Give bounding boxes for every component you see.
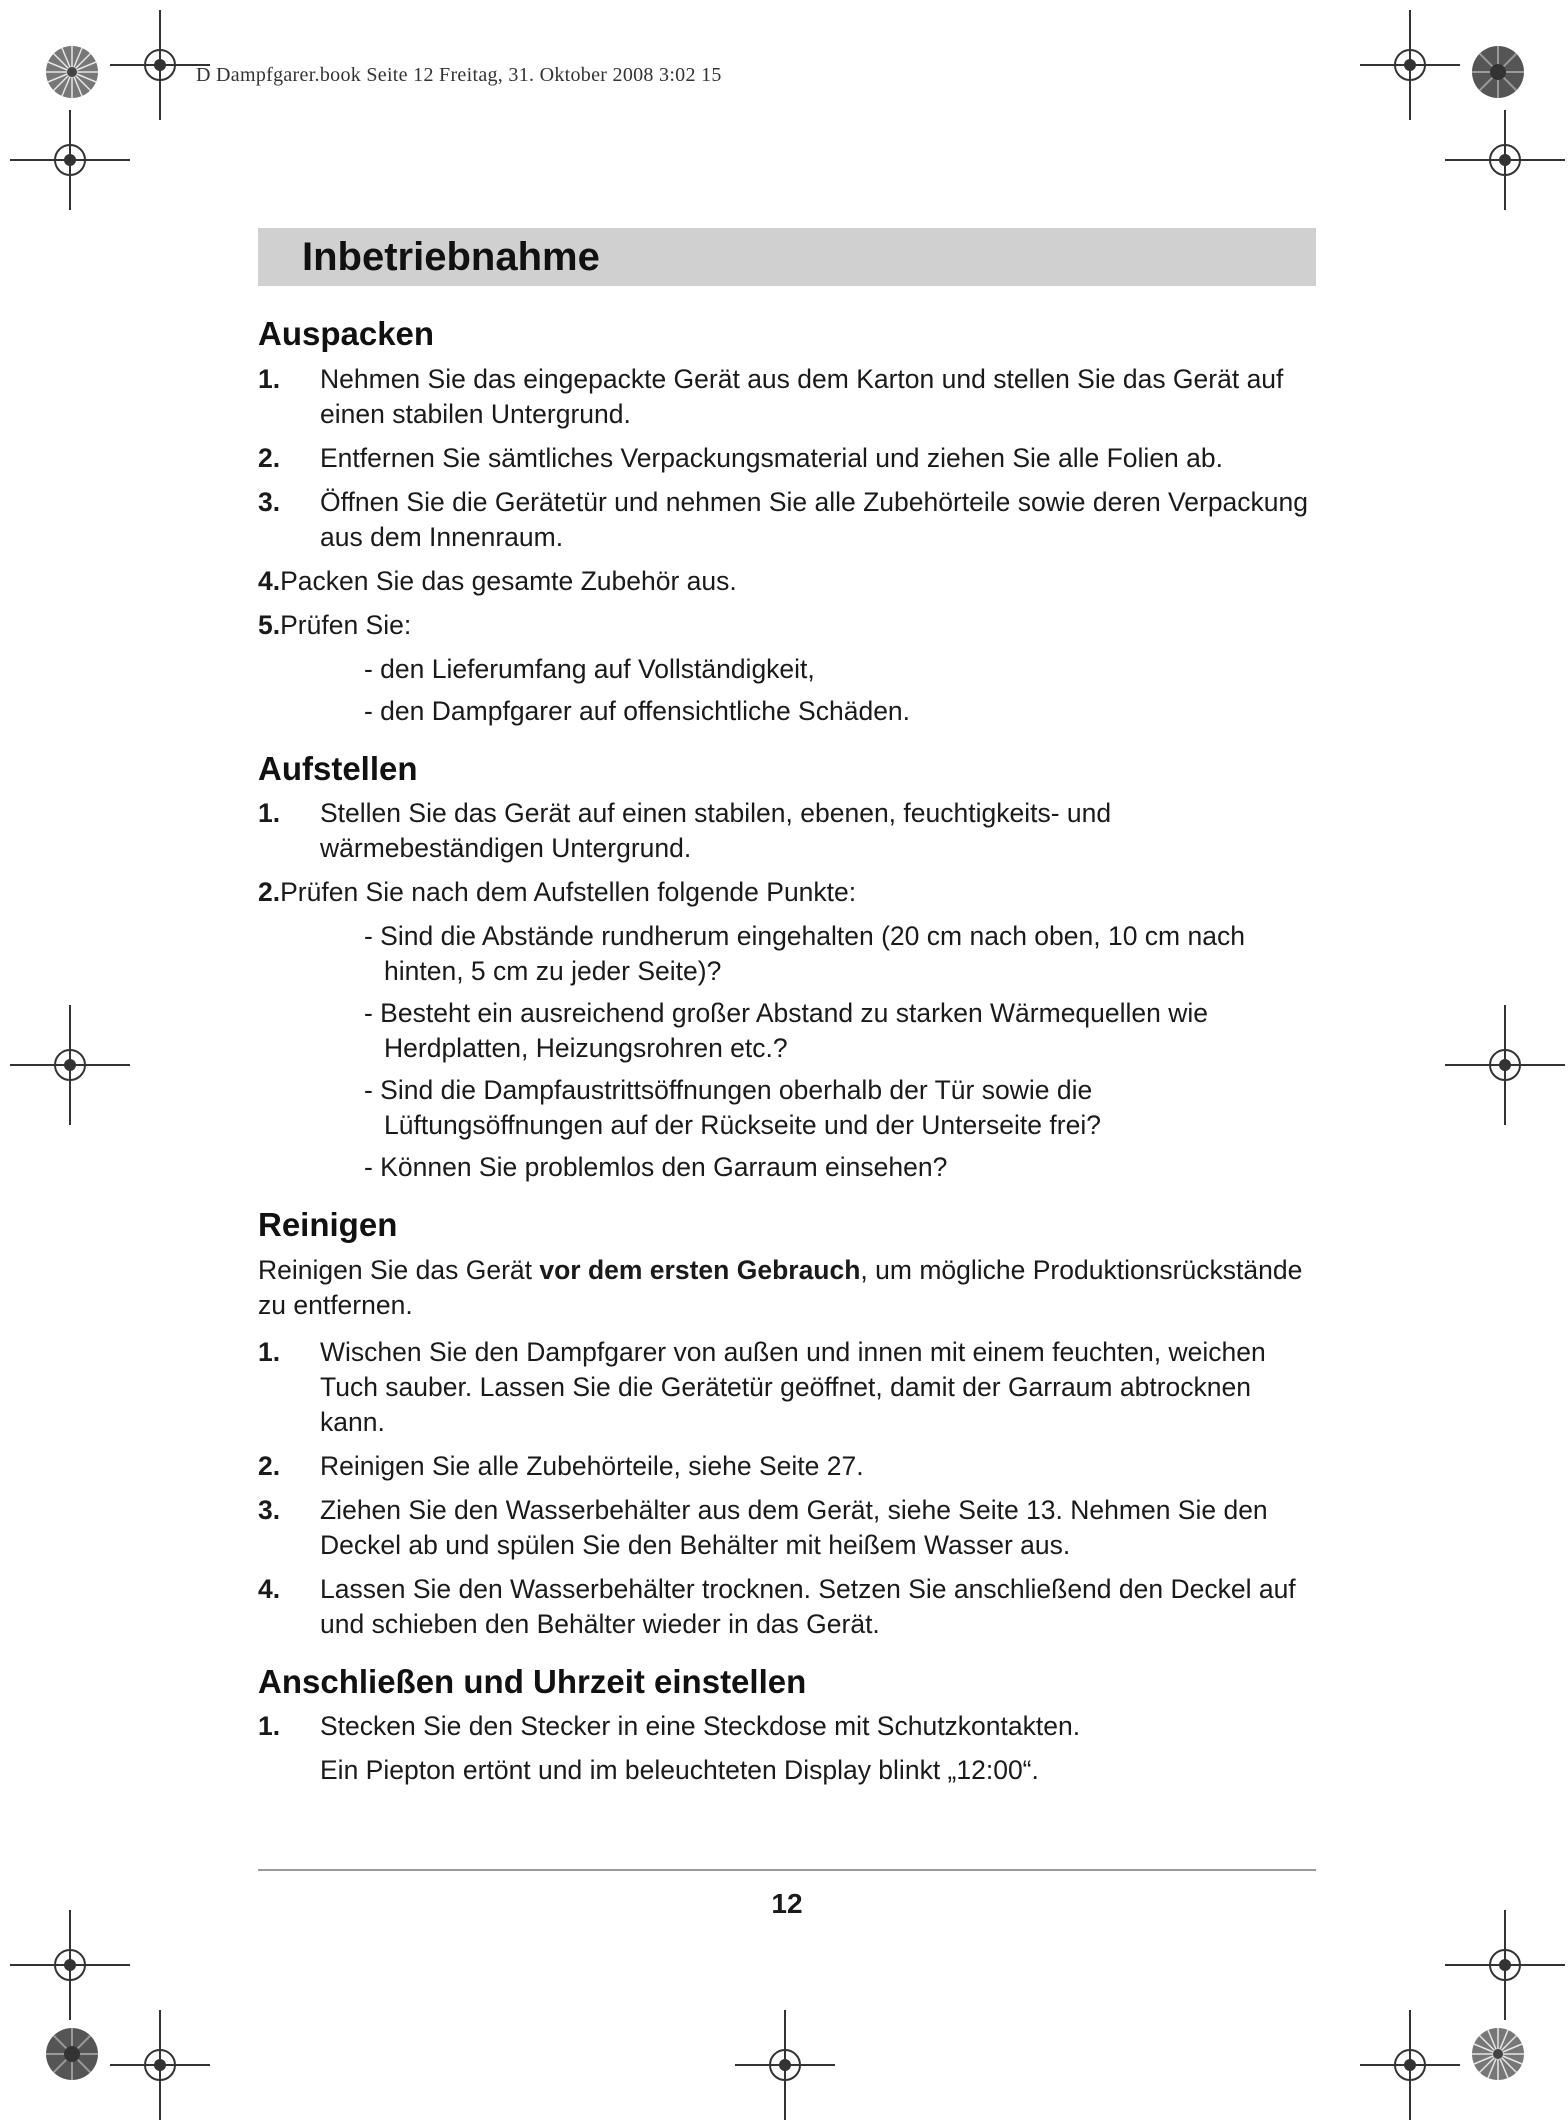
registration-mark-icon [1445,110,1565,210]
list-item [258,1493,1316,1563]
registration-mark-icon [735,2010,835,2120]
registration-mark-icon [1445,1910,1565,2020]
section-heading: Anschließen und Uhrzeit einstellen [258,1662,807,1700]
list-item [258,1449,1316,1484]
list-item [258,1335,1316,1440]
step-list [258,1709,1316,1744]
step-note: Ein Piepton ertönt und im beleuchteten Display blinkt „12:00“. [320,1755,1039,1786]
check-item: - den Lieferumfang auf Vollständigkeit, [364,653,815,684]
step-text: Prüfen Sie nach dem Aufstellen folgende Punkte: [280,877,857,908]
step-number: 2. [258,442,281,473]
section-reinigen [258,1205,1316,1642]
check-item: - Können Sie problemlos den Garraum einsehen? [364,1152,948,1183]
registration-mark-icon [10,1910,130,2020]
color-target-icon [1470,44,1526,100]
registration-mark-icon [110,10,210,120]
registration-mark-icon [10,110,130,210]
step-number: 1. [258,1711,281,1742]
color-target-icon [44,2026,100,2082]
step-text: Packen Sie das gesamte Zubehör aus. [280,565,737,596]
registration-mark-icon [110,2010,210,2120]
step-number: 1. [258,798,281,829]
step-text: Wischen Sie den Dampfgarer von außen und innen mit einem feuchten, weichen Tuch sauber. Lassen Sie die Gerätetür geöffnet, damit der Garraum abtrocknen kann. [320,1336,1266,1437]
page-number: 12 [771,1888,803,1919]
intro-text: , um mögliche Produktionsrückstände zu entfernen. [258,1254,1303,1320]
check-item: - den Dampfgarer auf offensichtliche Schäden. [364,695,911,726]
step-text: Stecken Sie den Stecker in eine Steckdose mit Schutzkontakten. [320,1711,1081,1742]
list-item [258,441,1316,476]
check-list [346,652,1316,729]
step-text: Öffnen Sie die Gerätetür und nehmen Sie alle Zubehörteile sowie deren Verpackung aus dem Innenraum. [320,486,1309,552]
check-item: - Besteht ein ausreichend großer Abstand zu starken Wärmequellen wie Herdplatten, Heizungsrohren etc.? [364,998,1209,1064]
step-number: 4. [258,1573,281,1604]
color-target-icon [1470,2026,1526,2082]
step-list [258,1335,1316,1642]
print-slug: D Dampfgarer.book Seite 12 Freitag, 31. Oktober 2008 3:02 15 [196,64,722,86]
section-heading: Auspacken [258,315,435,352]
list-item [258,564,1316,599]
step-number: 4. [258,565,281,596]
step-text: Stellen Sie das Gerät auf einen stabilen, ebenen, feuchtigkeits- und wärmebeständigen Untergrund. [320,798,1112,864]
step-text: Ziehen Sie den Wasserbehälter aus dem Gerät, siehe Seite 13. Nehmen Sie den Deckel ab und spülen Sie den Behälter mit heißem Wasser aus. [320,1494,1268,1560]
registration-mark-icon [1360,2010,1460,2120]
registration-mark-icon [10,1005,130,1125]
check-list [346,919,1316,1185]
step-text: Nehmen Sie das eingepackte Gerät aus dem Karton und stellen Sie das Gerät auf einen stabilen Untergrund. [320,363,1284,429]
check-item: - Sind die Dampfaustrittsöffnungen oberhalb der Tür sowie die Lüftungsöffnungen auf der Rückseite und der Unterseite frei? [364,1075,1101,1141]
step-number: 1. [258,1336,281,1367]
section-heading: Aufstellen [258,749,418,787]
section-auspacken [258,314,1316,729]
registration-mark-icon [1445,1005,1565,1125]
intro-emphasis: vor dem ersten Gebrauch [539,1254,861,1285]
section-heading: Reinigen [258,1206,398,1244]
list-item [258,1709,1316,1744]
step-number: 2. [258,1450,281,1481]
list-item [258,796,1316,866]
step-number: 5. [258,609,281,640]
step-number: 3. [258,1494,281,1525]
footer-divider [258,1869,1316,1871]
list-item [258,485,1316,555]
step-text: Entfernen Sie sämtliches Verpackungsmaterial und ziehen Sie alle Folien ab. [320,442,1223,473]
section-anschliessen [258,1662,1316,1789]
list-item [258,362,1316,432]
list-item [258,875,1316,910]
step-number: 1. [258,363,281,394]
step-number: 3. [258,486,281,517]
intro-paragraph [258,1253,1316,1323]
step-text: Prüfen Sie: [280,609,412,640]
check-item: - Sind die Abstände rundherum eingehalten (20 cm nach oben, 10 cm nach hinten, 5 cm zu jeder Seite)? [364,921,1245,987]
list-item [258,608,1316,643]
step-text: Lassen Sie den Wasserbehälter trocknen. Setzen Sie anschließend den Deckel auf und schieben den Behälter wieder in das Gerät. [320,1573,1296,1639]
section-aufstellen [258,749,1316,1186]
page-content [258,228,1316,1788]
step-number: 2. [258,877,281,908]
step-list [258,362,1316,643]
chapter-title: Inbetriebnahme [258,228,1316,286]
color-target-icon [44,44,100,100]
step-text: Reinigen Sie alle Zubehörteile, siehe Seite 27. [320,1450,864,1481]
step-list [258,796,1316,910]
intro-text: Reinigen Sie das Gerät [258,1254,540,1285]
list-item [258,1572,1316,1642]
registration-mark-icon [1360,10,1460,120]
